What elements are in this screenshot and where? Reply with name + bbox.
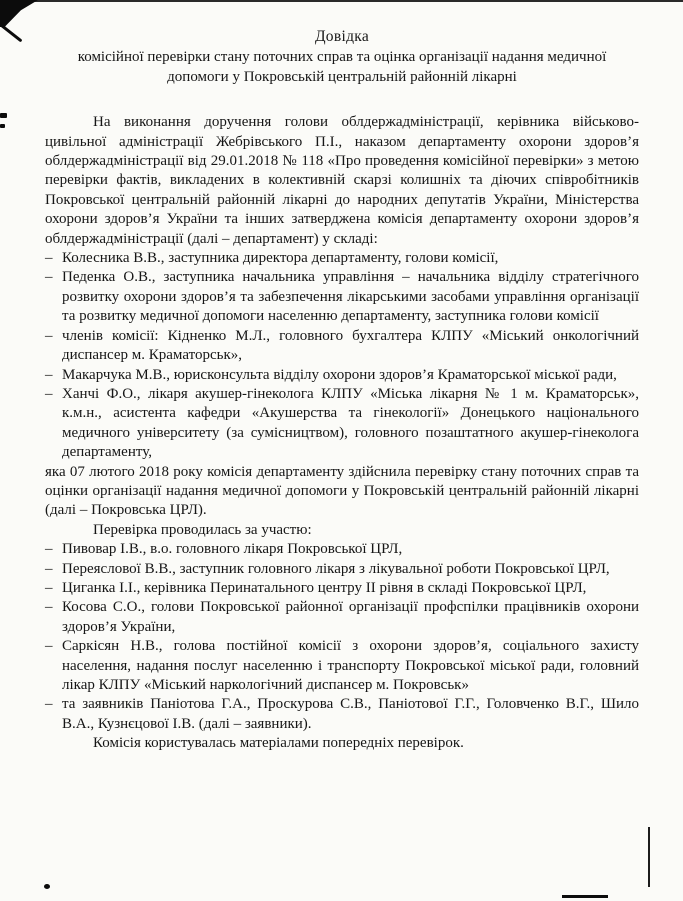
list-item-text: Колесника В.В., заступника директора департаменту, голови комісії,: [62, 250, 499, 267]
list-dash: –: [45, 366, 53, 383]
list-item-text: Саркісян Н.В., голова постійної комісії з охорони здоров’я, соціального захисту населення, надання послуг населенню і транспорту Покровської міської ради, головний лікар КЛПУ «Міський наркологічний диспансер м. Покровськ»: [62, 638, 639, 693]
list-item-text: та заявників Паніотова Г.А., Проскурова С.В., Паніотової Г.Г., Головченко В.Г., Шило В.А., Кузнєцової І.В. (далі – заявники).: [62, 696, 639, 732]
list-item-text: членів комісії: Кідненко М.Л., головного бухгалтера КЛПУ «Міський онкологічний диспансер м. Краматорськ»,: [62, 327, 639, 364]
scan-artifact-right-vertical-line: [648, 827, 650, 887]
list-item: [45, 385, 639, 463]
list-item: [45, 268, 639, 326]
scan-artifact-bottom-right-line: [562, 895, 608, 898]
list-item-text: Косова С.О., голови Покровської районної організації профспілки працівників охорони здоров’я України,: [62, 599, 639, 635]
list-item: [45, 560, 639, 579]
participants-list: [45, 540, 639, 734]
list-item: [45, 579, 639, 598]
inspection-paragraph: яка 07 лютого 2018 року комісія департаменту здійснила перевірку стану поточних справ та оцінки організації надання медичної допомоги у Покровській центральній районній лікарні (далі – Покровська ЦРЛ).: [45, 463, 639, 519]
list-item-text: Переяслової В.В., заступник головного лікаря з лікувальної роботи Покровської ЦРЛ,: [62, 560, 610, 577]
list-dash: –: [45, 638, 53, 655]
scan-artifact-bottom-left-dot: [44, 884, 50, 889]
list-dash: –: [45, 541, 53, 558]
list-item: [45, 695, 639, 734]
list-dash: –: [45, 269, 53, 286]
list-item-text: Макарчука М.В., юрисконсульта відділу охорони здоров’я Краматорської міської ради,: [62, 366, 617, 383]
scan-artifact-left-mark-2: [0, 124, 5, 128]
list-item-text: Пивовар І.В., в.о. головного лікаря Покровської ЦРЛ,: [62, 541, 403, 558]
commission-members-list: [45, 249, 639, 462]
closing-paragraph: Комісія користувалась матеріалами попередніх перевірок.: [93, 735, 464, 752]
list-dash: –: [45, 579, 53, 596]
list-item: [45, 366, 639, 385]
document-title: Довідка: [314, 28, 370, 45]
list-dash: –: [45, 696, 53, 713]
list-item: [45, 540, 639, 559]
participants-intro: Перевірка проводилась за участю:: [93, 521, 312, 538]
document-subtitle: комісійної перевірки стану поточних справ та оцінка організації надання медичної допомоги у Покровській центральній районній лікарні: [77, 49, 607, 85]
intro-paragraph: На виконання доручення голови облдержадміністрації, керівника військово-цивільної адміністрації Жебрівського П.І., наказом департаменту охорони здоров’я облдержадміністрації від 29.01.2018 № 118 «Про проведення комісійної перевірки» з метою перевірки фактів, викладених в колективній скарзі колишніх та діючих співробітників Покровської центральній районній лікарні до народних депутатів України, Міністерства охорони здоров’я України та інших затверджена комісія департаменту охорони здоров’я облдержадміністрації (далі – департамент) у складі:: [45, 114, 639, 247]
list-item: [45, 598, 639, 637]
list-item-text: Педенка О.В., заступника начальника управління – начальника відділу стратегічного розвитку охорони здоров’я та забезпечення лікарськими засобами управління організації та розвитку медичної допомоги населенню департаменту, заступника голови комісії: [62, 269, 639, 325]
list-dash: –: [45, 250, 53, 267]
list-item-text: Ханчі Ф.О., лікаря акушер-гінеколога КЛПУ «Міська лікарня № 1 м. Краматорськ», к.м.н., асистента кафедри «Акушерства та гінекології» Донецького національного медичного університету (за сумісництвом), головного позаштатного акушер-гінеколога департаменту,: [62, 385, 639, 461]
scan-artifact-left-mark-1: [0, 113, 7, 118]
list-dash: –: [45, 385, 53, 402]
list-dash: –: [45, 599, 53, 616]
list-item: [45, 327, 639, 366]
list-dash: –: [45, 327, 53, 344]
scan-artifact-top-edge: [0, 0, 683, 2]
list-item: [45, 637, 639, 695]
list-item: [45, 249, 639, 268]
list-item-text: Циганка І.І., керівника Перинатального центру ІІ рівня в складі Покровської ЦРЛ,: [62, 579, 587, 596]
list-dash: –: [45, 560, 53, 577]
